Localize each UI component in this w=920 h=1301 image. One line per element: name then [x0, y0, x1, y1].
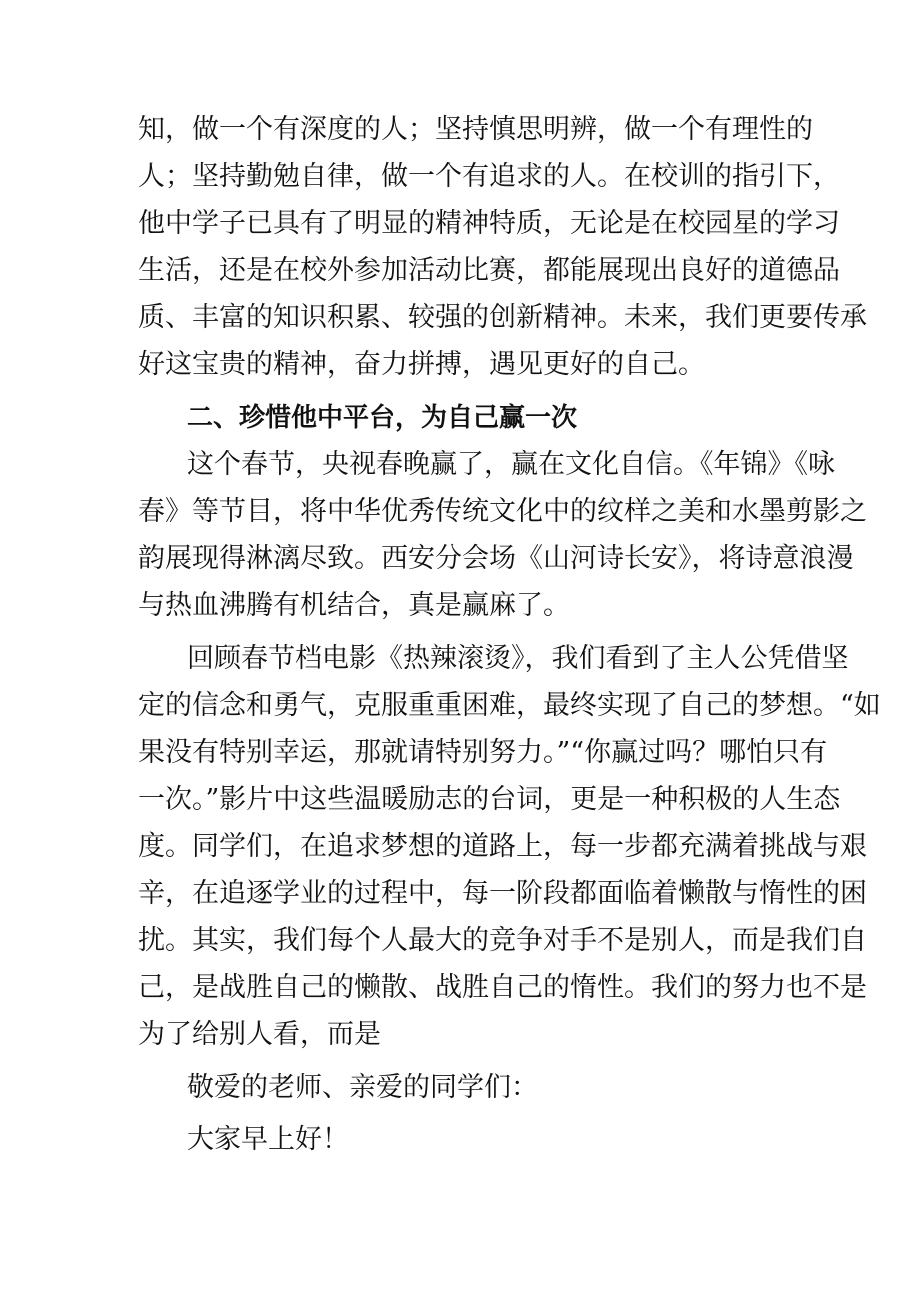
text-line-18: 扰。其实，我们每个人最大的竞争对手不是别人，而是我们自 [138, 925, 867, 956]
text-line-16: 度。同学们，在追求梦想的道路上，每一步都充满着挑战与艰 [138, 831, 867, 862]
text-line-10: 韵展现得淋漓尽致。西安分会场《山河诗长安》，将诗意浪漫 [138, 543, 854, 574]
text-line-3: 他中学子已具有了明显的精神特质，无论是在校园星的学习 [138, 208, 840, 239]
text-line-8: 这个春节，央视春晚赢了，赢在文化自信。《年锦》《咏 [187, 449, 835, 480]
text-line-2: 人；坚持勤勉自律，做一个有追求的人。在校训的指引下， [138, 161, 840, 192]
text-line-5: 质、丰富的知识积累、较强的创新精神。未来，我们更要传承 [138, 302, 867, 333]
text-line-17: 辛，在追逐学业的过程中，每一阶段都面临着懒散与惰性的困 [138, 878, 867, 909]
greeting-line: 大家早上好！ [187, 1124, 349, 1155]
text-line-13: 定的信念和勇气，克服重重困难，最终实现了自己的梦想。“如 [138, 690, 881, 721]
text-line-15: 一次。”影片中这些温暖励志的台词，更是一种积极的人生态 [138, 784, 841, 815]
text-line-14: 果没有特别幸运，那就请特别努力。”“你赢过吗？哪怕只有 [138, 737, 828, 768]
salutation-line: 敬爱的老师、亲爱的同学们： [187, 1072, 538, 1103]
text-line-6: 好这宝贵的精神，奋力拼搏，遇见更好的自己。 [138, 349, 705, 380]
text-line-4: 生活，还是在校外参加活动比赛，都能展现出良好的道德品 [138, 255, 840, 286]
text-line-1: 知，做一个有深度的人；坚持慎思明辨，做一个有理性的 [138, 114, 813, 145]
text-line-12: 回顾春节档电影《热辣滚烫》，我们看到了主人公凭借坚 [187, 643, 849, 674]
section-heading: 二、珍惜他中平台，为自己赢一次 [187, 403, 578, 433]
text-line-9: 春》等节目，将中华优秀传统文化中的纹样之美和水墨剪影之 [138, 496, 867, 527]
text-line-19: 己，是战胜自己的懒散、战胜自己的惰性。我们的努力也不是 [138, 972, 867, 1003]
text-line-11: 与热血沸腾有机结合，真是赢麻了。 [138, 590, 570, 621]
text-line-20: 为了给别人看，而是 [138, 1019, 381, 1050]
